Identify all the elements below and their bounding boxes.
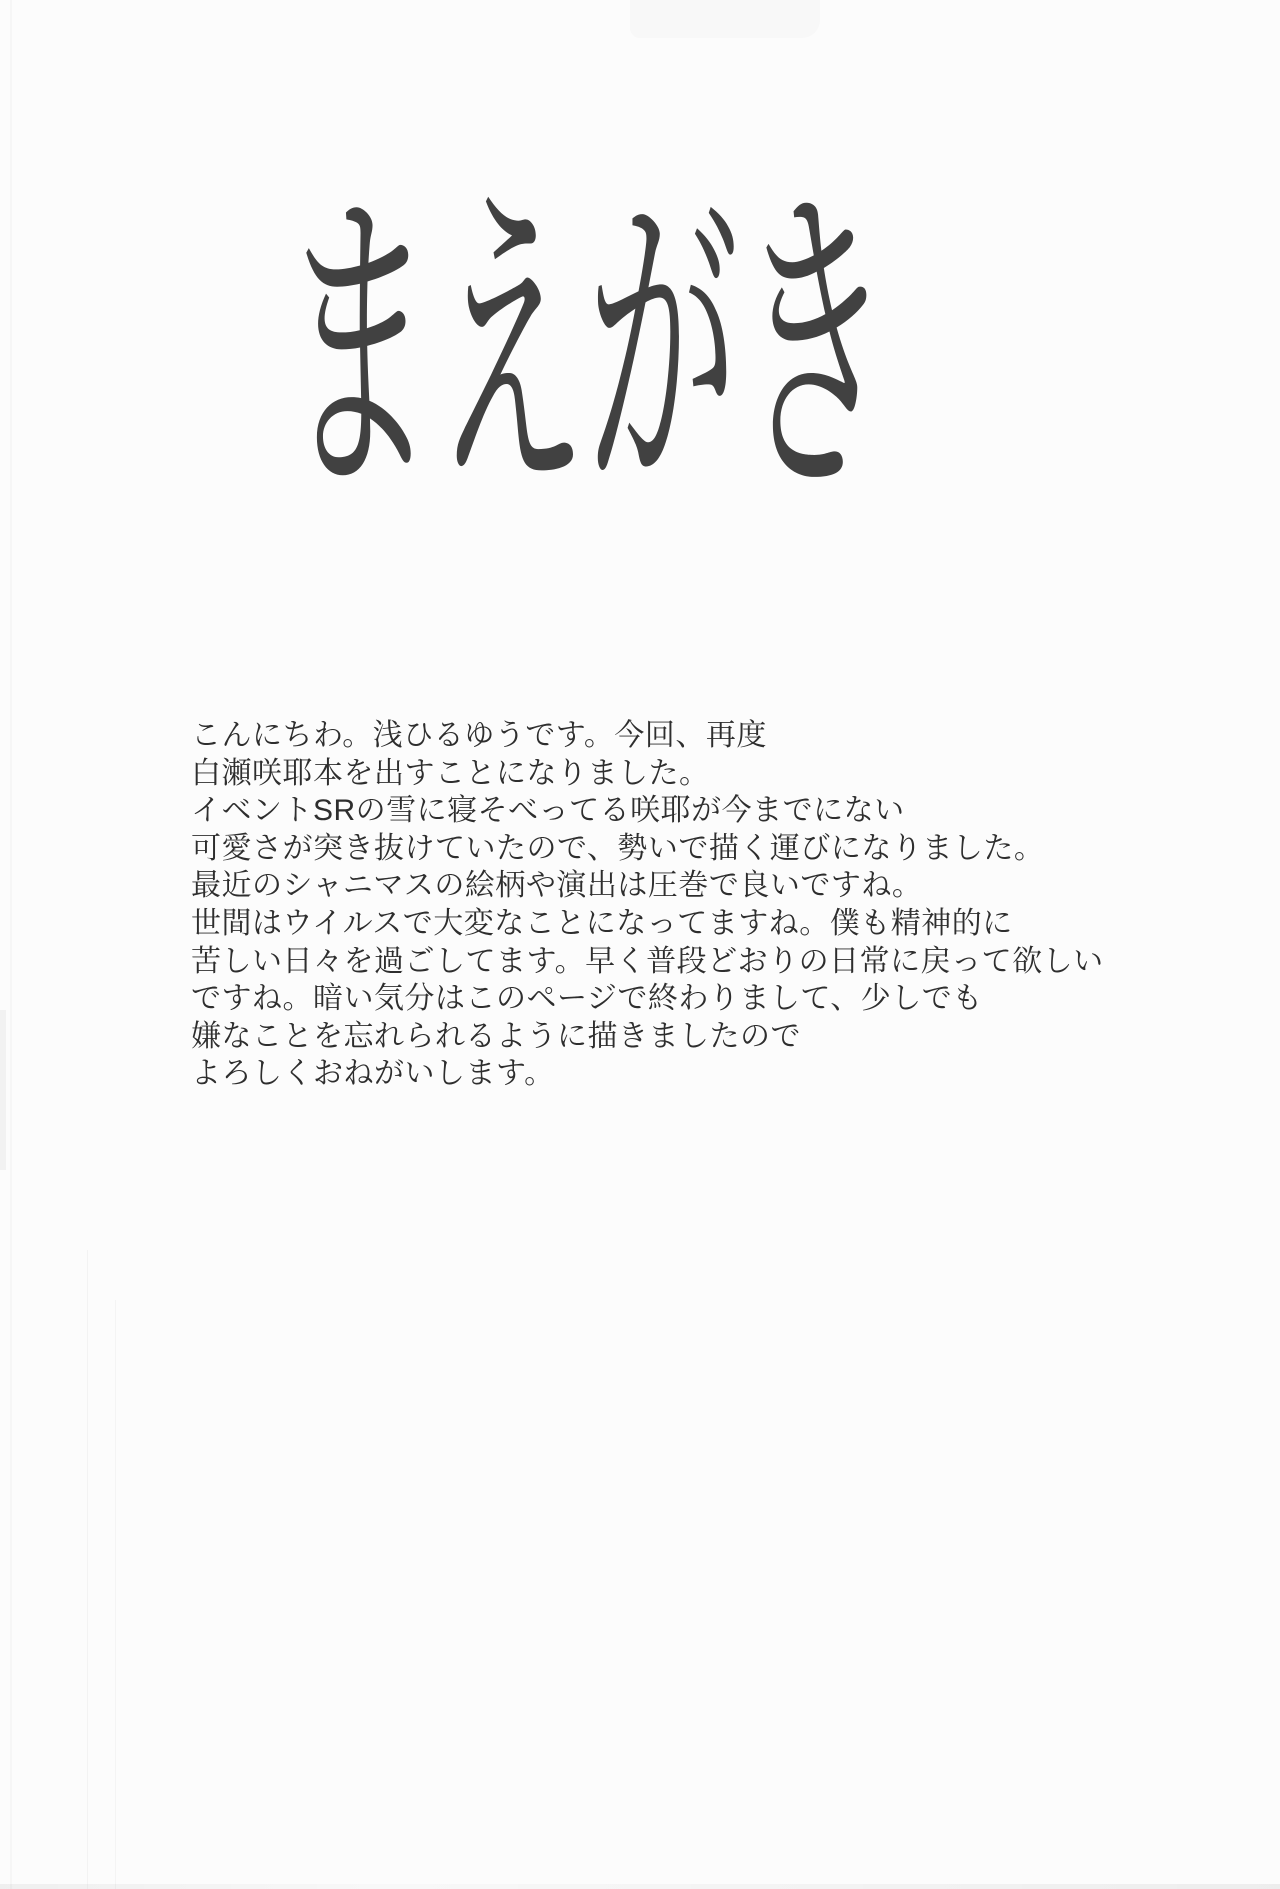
- scan-artifact-smudge: [0, 1010, 6, 1170]
- foreword-line: よろしくおねがいします。: [191, 1057, 555, 1091]
- scan-artifact-page-edge: [0, 1884, 1280, 1889]
- page-title: まえがき: [283, 166, 891, 533]
- foreword-line: 世間はウイルスで大変なことになってますね。僕も精神的に: [191, 906, 1013, 940]
- foreword-line: こんにちわ。浅ひるゆうです。今回、再度: [191, 719, 767, 752]
- foreword-line: 嫌なことを忘れられるように描きましたので: [191, 1019, 801, 1053]
- scan-artifact-smudge: [630, 0, 820, 38]
- foreword-line: 最近のシャニマスの絵柄や演出は圧巻で良いですね。: [191, 869, 923, 903]
- foreword-line: イベントSRの雪に寝そべってる咲耶が今までにない: [191, 794, 905, 828]
- foreword-line: 可愛さが突き抜けていたので、勢いで描く運びになりました。: [191, 831, 1045, 865]
- foreword-line: ですね。暗い気分はこのページで終わりまして、少しでも: [191, 982, 983, 1016]
- scan-artifact-vertical-line: [87, 1250, 88, 1889]
- foreword-paragraph: [191, 717, 1191, 1093]
- foreword-line: 白瀬咲耶本を出すことになりました。: [191, 756, 710, 790]
- scan-artifact-vertical-line: [115, 1300, 116, 1889]
- foreword-line: 苦しい日々を過ごしてます。早く普段どおりの日常に戻って欲しい: [191, 944, 1104, 978]
- scan-artifact-vertical-line: [10, 0, 12, 1889]
